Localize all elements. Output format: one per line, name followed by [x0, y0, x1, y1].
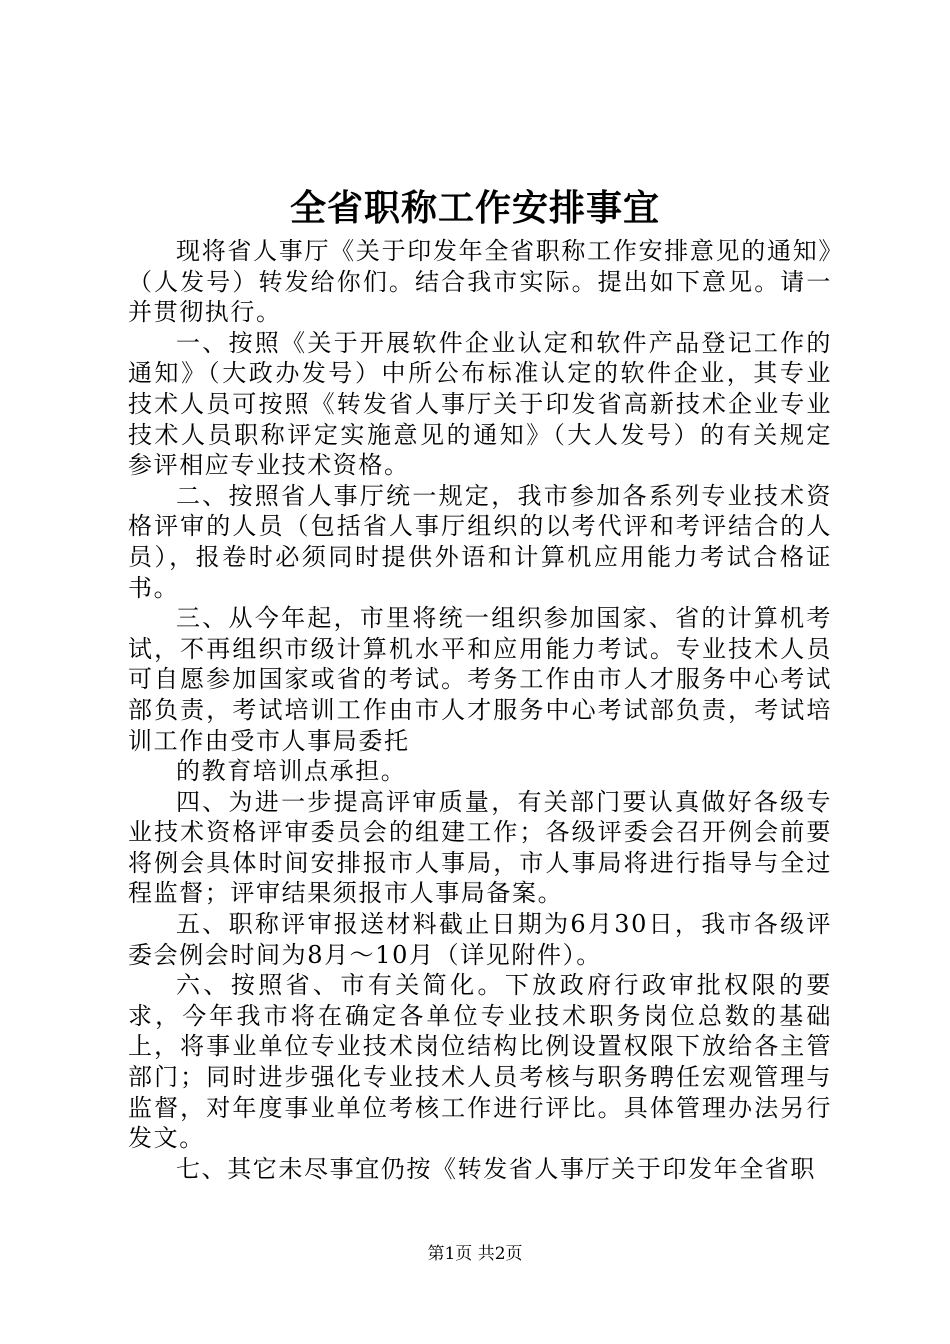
- document-title: 全省职称工作安排事宜: [289, 187, 660, 229]
- paragraph-item-5: 五、职称评审报送材料截止日期为6月30日，我市各级评委会例会时间为8月～10月（详见附件）。: [128, 910, 832, 969]
- paragraph-intro: 现将省人事厅《关于印发年全省职称工作安排意见的通知》（人发号）转发给你们。结合我市实际。提出如下意见。请一并贯彻执行。: [128, 237, 832, 327]
- page-number-footer: 第1页 共2页: [427, 1244, 523, 1264]
- paragraph-item-4: 四、为进一步提高评审质量，有关部门要认真做好各级专业技术资格评审委员会的组建工作；各级评委会召开例会前要将例会具体时间安排报市人事局，市人事局将进行指导与全过程监督；评审结果须报市人事局备案。: [128, 787, 832, 908]
- paragraph-item-2: 二、按照省人事厅统一规定，我市参加各系列专业技术资格评审的人员（包括省人事厅组织的以考代评和考评结合的人员），报卷时必须同时提供外语和计算机应用能力考试合格证书。: [128, 481, 832, 602]
- paragraph-item-3-continued: 的教育培训点承担。: [176, 757, 407, 786]
- paragraph-item-6: 六、按照省、市有关简化。下放政府行政审批权限的要求，今年我市将在确定各单位专业技术职务岗位总数的基础上，将事业单位专业技术岗位结构比例设置权限下放给各主管部门；同时进步强化专业技术人员考核与职务聘任宏观管理与监督，对年度事业单位考核工作进行评比。具体管理办法另行发文。: [128, 971, 832, 1153]
- paragraph-item-3: 三、从今年起，市里将统一组织参加国家、省的计算机考试，不再组织市级计算机水平和应用能力考试。专业技术人员可自愿参加国家或省的考试。考务工作由市人才服务中心考试部负责，考试培训工作由市人才服务中心考试部负责，考试培训工作由受市人事局委托: [128, 604, 832, 755]
- paragraph-item-1: 一、按照《关于开展软件企业认定和软件产品登记工作的通知》（大政办发号）中所公布标准认定的软件企业，其专业技术人员可按照《转发省人事厅关于印发省高新技术企业专业技术人员职称评定实施意见的通知》（大人发号）的有关规定参评相应专业技术资格。: [128, 328, 832, 480]
- document-body: [128, 236, 832, 1184]
- paragraph-item-7: 七、其它未尽事宜仍按《转发省人事厅关于印发年全省职: [176, 1154, 816, 1183]
